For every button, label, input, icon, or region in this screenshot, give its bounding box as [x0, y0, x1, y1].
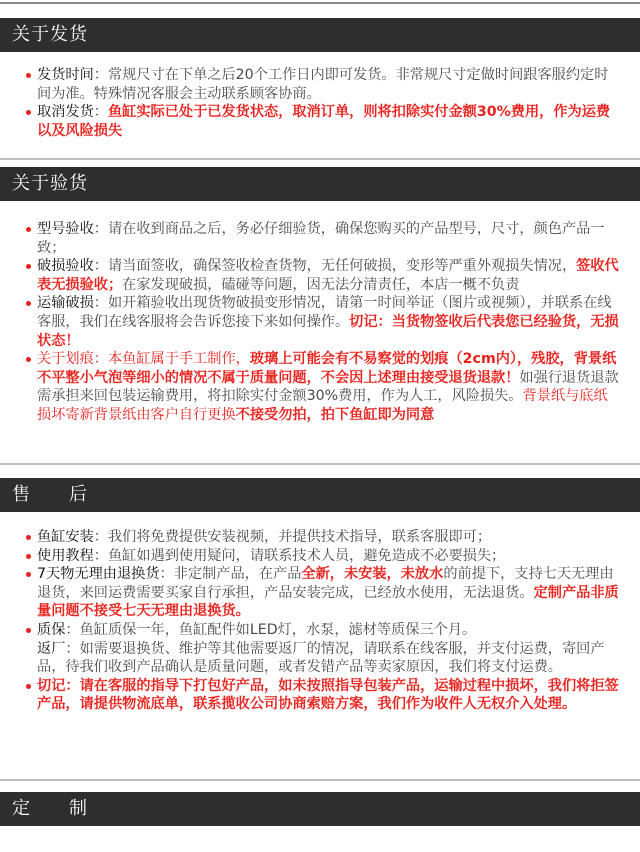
- bullet-icon: [26, 110, 31, 115]
- after-sales-block: [26, 528, 620, 714]
- list-item: [26, 621, 620, 640]
- section-divider: [0, 158, 640, 160]
- cancel-colon: ：: [93, 104, 108, 121]
- list-item: [26, 294, 620, 350]
- section-title-inspection: 关于验货: [0, 167, 640, 201]
- list-item: [26, 547, 620, 566]
- list-item: [26, 640, 620, 677]
- list-item: [26, 528, 620, 547]
- tutorial-text: ：鱼缸如遇到使用疑问，请联系技术人员，避免造成不必要损失；: [93, 547, 506, 564]
- scratch-red-3: 不接受勿拍，拍下鱼缸即为同意: [235, 406, 435, 423]
- list-item: [26, 66, 620, 103]
- bullet-icon: [26, 264, 31, 269]
- transport-red: 切记：当货物签收后代表您已经验货，无损状态！: [37, 313, 619, 349]
- list-item: [26, 350, 620, 424]
- list-item: [26, 220, 620, 257]
- warranty-text: ：鱼缸质保一年，鱼缸配件如LED灯，水泵，滤材等质保三个月。: [65, 621, 477, 638]
- transport-term: 运输破损: [37, 295, 94, 312]
- model-term: 型号验收: [37, 221, 94, 237]
- bullet-icon: [26, 357, 31, 362]
- scratch-red-2: 背景纸与底纸损坏寄新背景纸由客户自行更换: [37, 388, 608, 423]
- factory-text: ：如需要退换货、维护等其他需要返厂的情况，请联系在线客服，并支付运费，寄回产品，待我们收到产品确认是质量问题，或者发错产品等卖家原因，我们将支付运费。: [37, 640, 605, 676]
- factory-term: 返厂: [37, 640, 66, 657]
- model-text: ：请在收到商品之后，务必仔细验货，确保您购买的产品型号，尺寸，颜色产品一致；: [37, 221, 605, 256]
- section-divider: [0, 779, 640, 781]
- scratch-label: 关于划痕: [37, 351, 94, 368]
- bullet-icon: [26, 684, 31, 689]
- tutorial-term: 使用教程: [37, 547, 94, 564]
- list-item: [26, 677, 620, 714]
- list-item: [26, 257, 620, 294]
- return-term: 7天物无理由退换货: [37, 566, 160, 583]
- shipping-time-text: ：常规尺寸在下单之后20个工作日内即可发货。非常规尺寸定做时间跟客服约定时间为准。特殊情况客服会主动联系顾客协商。: [37, 67, 609, 102]
- damage-red: 签收代表无损验收；: [37, 258, 619, 293]
- install-text: ：我们将免费提供安装视频，并提供技术指导，联系客服即可；: [93, 529, 492, 545]
- section-title-shipping: 关于发货: [0, 18, 640, 52]
- packing-note: 切记：请在客服的指导下打包好产品，如未按照指导包装产品，运输过程中损坏，我们将拒签产品，请提供物流底单，联系揽收公司协商索赔方案，我们作为收件人无权介入处理。: [37, 677, 619, 713]
- bullet-icon: [26, 554, 31, 559]
- scratch-red-1: 玻璃上可能会有不易察觉的划痕（2cm内），残胶，背景纸不平整小气泡等细小的情况不属于质量问题，不会因上述理由接受退货退款！: [37, 351, 617, 386]
- return-text-2: 的前提下，支持七天无理由退货，来回运费需要买家自行承担，产品安装完成，已经放水使用，无法退货。: [37, 566, 614, 601]
- scratch-text-1: ：本鱼缸属于手工制作，: [93, 351, 250, 368]
- return-red: 全新，未安装，未放水: [301, 566, 444, 583]
- section-divider: [0, 463, 640, 465]
- warranty-term: 质保: [37, 621, 66, 638]
- bullet-icon: [26, 227, 31, 232]
- transport-text: ：如开箱验收出现货物破损变形情况，请第一时间举证（图片或视频），并联系在线客服，我们在线客服将会告诉您接下来如何操作。: [37, 295, 612, 330]
- inspection-block: [26, 220, 620, 425]
- bullet-icon: [26, 73, 31, 78]
- bullet-icon: [26, 628, 31, 633]
- bullet-icon: [26, 301, 31, 306]
- bullet-icon: [26, 572, 31, 577]
- damage-term: 破损验收: [37, 258, 94, 275]
- cancel-term: 取消发货: [37, 104, 94, 121]
- list-item: [26, 103, 620, 140]
- bullet-icon: [26, 535, 31, 540]
- shipping-time-term: 发货时间: [37, 67, 94, 83]
- return-red-2: 定制产品非质量问题不接受七天无理由退换货。: [37, 584, 619, 620]
- list-item: [26, 565, 620, 621]
- damage-text-1: ：请当面签收，确保签收检查货物，无任何破损，变形等严重外观损失情况，: [93, 258, 577, 275]
- return-text-1: ：非定制产品，在产品: [159, 566, 302, 583]
- top-rule: [0, 2, 640, 4]
- section-title-after-sales: 售 后: [0, 478, 640, 512]
- cancel-text: 鱼缸实际已处于已发货状态，取消订单，则将扣除实付金额30%费用，作为运费以及风险损失: [37, 104, 611, 139]
- damage-text-2: 在家发现破损，磕碰等问题，因无法分清责任，本店一概不负责: [122, 276, 520, 293]
- scratch-text-2: 如强行退货退款需承担来回包装运输费用，将扣除实付金额30%费用，作为人工，风险损失。: [37, 369, 619, 405]
- shipping-block: [26, 66, 620, 140]
- section-title-custom: 定 制: [0, 792, 640, 826]
- install-term: 鱼缸安装: [37, 529, 94, 545]
